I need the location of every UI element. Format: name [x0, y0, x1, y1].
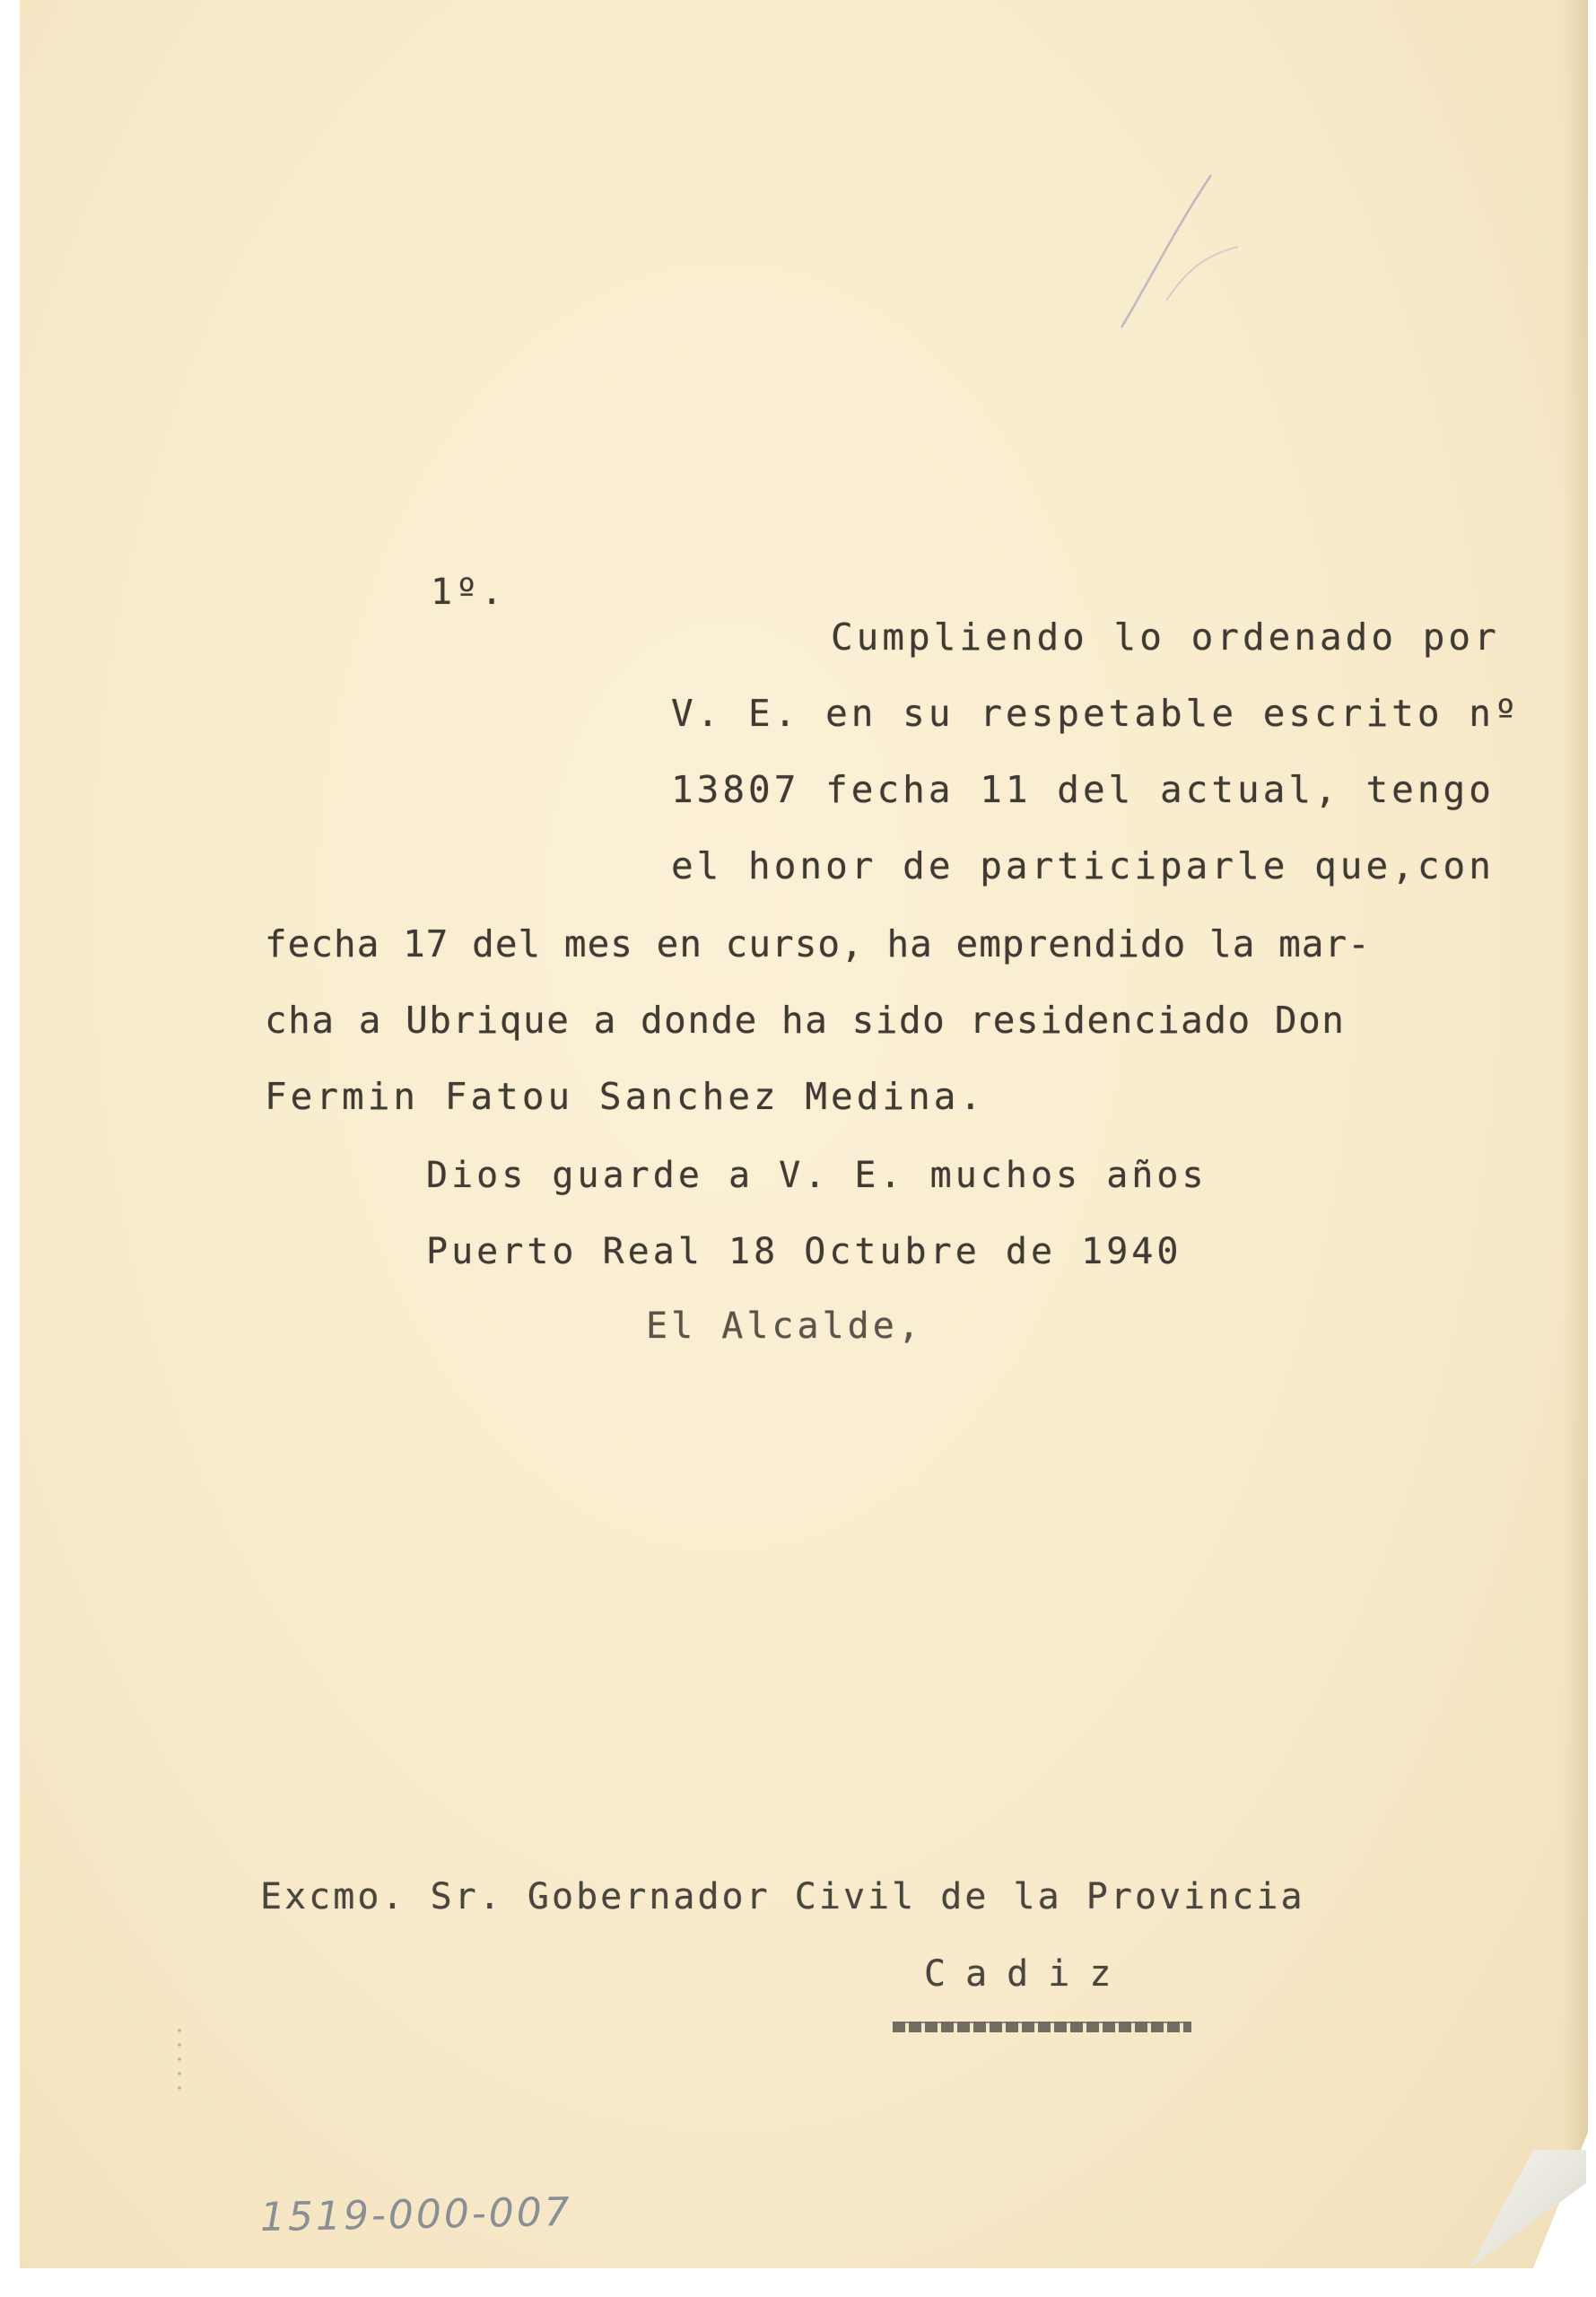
page-edge-shadow [1563, 0, 1588, 2268]
margin-dots [175, 2023, 184, 2095]
place-date-line: Puerto Real 18 Octubre de 1940 [426, 1231, 1182, 1272]
body-line-6: cha a Ubrique a donde ha sido residenciado Don [265, 999, 1346, 1042]
archive-code: 1519-000-007 [259, 2188, 573, 2241]
body-line-1: Cumpliendo lo ordenado por [831, 616, 1500, 659]
body-line-2: V. E. en su respetable escrito nº [671, 692, 1521, 735]
document-page [20, 0, 1588, 2268]
signature-title: El Alcalde, [646, 1306, 923, 1347]
pencil-mark [1112, 148, 1247, 336]
closing-line: Dios guarde a V. E. muchos años [426, 1155, 1208, 1196]
city-underline [893, 2022, 1191, 2032]
body-line-3: 13807 fecha 11 del actual, tengo [671, 768, 1495, 811]
addressee-city: Cadiz [924, 1953, 1131, 1995]
addressee-line: Excmo. Sr. Gobernador Civil de la Provincia [260, 1876, 1305, 1917]
body-line-7: Fermin Fatou Sanchez Medina. [265, 1075, 986, 1118]
body-line-5: fecha 17 del mes en curso, ha emprendido la mar- [265, 922, 1371, 965]
paragraph-number: 1º. [431, 572, 507, 613]
body-line-4: el honor de participarle que,con [671, 844, 1495, 887]
